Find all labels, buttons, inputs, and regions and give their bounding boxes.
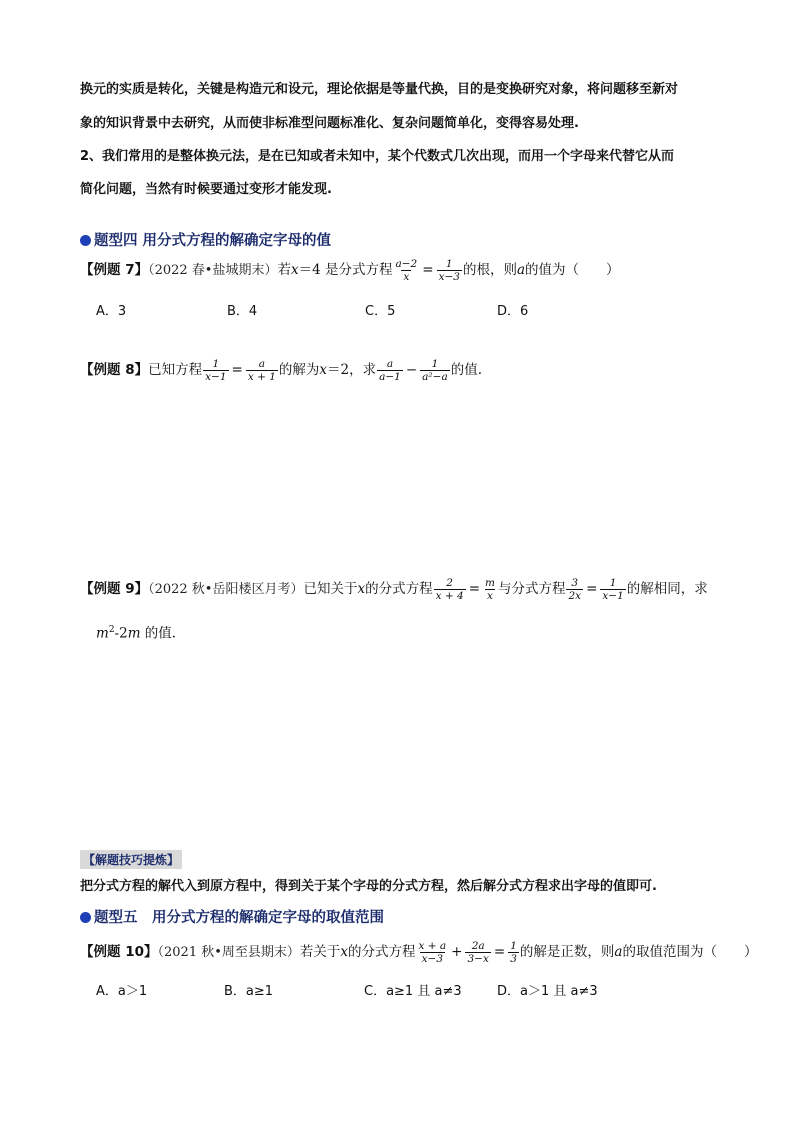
example-7-option-d[interactable]: D．6 bbox=[497, 304, 529, 319]
frac-numerator: 1 bbox=[609, 577, 617, 589]
section-4-title: 题型四 用分式方程的解确定字母的值 bbox=[94, 233, 332, 249]
section-5-title: 题型五 用分式方程的解确定字母的取值范围 bbox=[94, 910, 384, 926]
example-10-text-c: 的解是正数，则 bbox=[519, 944, 615, 960]
frac-denominator: a−1 bbox=[379, 371, 401, 383]
frac-denominator: x bbox=[403, 271, 410, 283]
example-7-option-a[interactable]: A．3 bbox=[96, 304, 127, 319]
example-10-frac-2 bbox=[465, 940, 490, 965]
example-10-var-x: x bbox=[340, 944, 349, 960]
frac-numerator: 2 bbox=[446, 577, 453, 589]
bullet-dot-icon bbox=[80, 912, 91, 923]
example-10 bbox=[80, 940, 757, 965]
bullet-dot-icon bbox=[80, 235, 91, 246]
frac-denominator: 2x bbox=[568, 590, 582, 602]
frac-numerator: 1 bbox=[212, 358, 220, 370]
tip-text: 把分式方程的解代入到原方程中，得到关于某个字母的分式方程，然后解分式方程求出字母的值即可. bbox=[80, 879, 657, 894]
example-9-line-2 bbox=[96, 620, 176, 644]
minus-sign: − bbox=[405, 362, 418, 378]
example-7-frac-1 bbox=[394, 258, 420, 283]
equals-sign: = bbox=[468, 581, 480, 597]
example-9-source: （2022 秋•岳阳楼区月考） bbox=[148, 582, 304, 597]
example-10-tag: 【例题 10】 bbox=[80, 944, 158, 960]
example-8-frac-4 bbox=[420, 358, 450, 383]
equals-sign: = bbox=[493, 944, 506, 960]
example-9-frac-1 bbox=[434, 577, 466, 602]
example-8-text-a: 已知方程 bbox=[148, 362, 203, 378]
example-10-var-a: a bbox=[614, 944, 623, 960]
frac-denominator: a²−a bbox=[422, 371, 448, 383]
example-9-exponent: 2 bbox=[108, 625, 115, 635]
example-9-var-x: x bbox=[357, 581, 366, 597]
example-9-tail: 的值. bbox=[140, 625, 177, 642]
equals-sign: = bbox=[231, 362, 243, 378]
example-10-source: （2021 秋•周至县期末） bbox=[157, 945, 300, 960]
equals-sign: = bbox=[422, 262, 434, 278]
example-7-text-b: 的根，则 bbox=[462, 262, 517, 278]
frac-denominator: x + 4 bbox=[435, 590, 464, 602]
example-8-frac-3 bbox=[377, 358, 403, 383]
frac-numerator: 1 bbox=[431, 358, 439, 370]
frac-denominator: 3 bbox=[510, 953, 517, 965]
frac-denominator: 3−x bbox=[467, 953, 489, 965]
intro-line-2: 象的知识背景中去研究，从而使非标准型问题标准化、复杂问题简单化，变得容易处理. bbox=[80, 116, 579, 131]
example-8-tag: 【例题 8】 bbox=[80, 362, 149, 378]
example-7-text-a: 若 bbox=[277, 262, 291, 278]
example-9-var-m-2: m bbox=[127, 625, 141, 642]
example-7 bbox=[80, 258, 620, 283]
frac-numerator: 2a bbox=[471, 940, 485, 952]
example-7-var-x: x bbox=[290, 262, 299, 278]
example-9-var-m: m bbox=[96, 625, 109, 642]
equals-sign: = bbox=[586, 581, 598, 597]
intro-line-3: 2、我们常用的是整体换元法，是在已知或者未知中，某个代数式几次出现，而用一个字母来代替它从而 bbox=[80, 149, 675, 164]
intro-line-1: 换元的实质是转化，关键是构造元和设元，理论依据是等量代换，目的是变换研究对象，将问题移至新对 bbox=[80, 82, 679, 97]
section-5-heading bbox=[80, 906, 384, 927]
example-7-source: （2022 春•盐城期末） bbox=[148, 263, 278, 278]
frac-numerator: 1 bbox=[445, 258, 453, 270]
example-9-frac-2 bbox=[483, 577, 497, 602]
frac-numerator: a bbox=[386, 358, 394, 370]
example-10-option-a[interactable]: A．a＞1 bbox=[96, 984, 148, 999]
example-8-frac-1 bbox=[203, 358, 228, 383]
example-8-var-x: x bbox=[319, 362, 328, 378]
example-8-text-d: 的值. bbox=[450, 362, 482, 378]
example-7-option-b[interactable]: B．4 bbox=[227, 304, 258, 319]
frac-numerator: a−2 bbox=[395, 258, 418, 270]
example-9-tag: 【例题 9】 bbox=[80, 581, 149, 597]
frac-denominator: x−3 bbox=[438, 271, 460, 283]
example-9-text-a: 已知关于 bbox=[303, 581, 358, 597]
example-9-frac-3 bbox=[566, 577, 583, 602]
example-10-frac-3 bbox=[508, 940, 519, 965]
frac-numerator: 1 bbox=[510, 940, 517, 952]
example-9-text-c: 与分式方程 bbox=[497, 581, 566, 597]
example-9 bbox=[80, 577, 708, 602]
example-8-text-c: ＝2，求 bbox=[327, 362, 377, 378]
example-10-frac-1 bbox=[417, 940, 449, 965]
example-7-cond: ＝4 是分式方程 bbox=[298, 262, 393, 278]
example-9-frac-4 bbox=[600, 577, 625, 602]
example-8-text-b: 的解为 bbox=[278, 362, 320, 378]
example-8-frac-2 bbox=[246, 358, 278, 383]
example-10-text-b: 的分式方程 bbox=[348, 944, 416, 960]
example-7-option-c[interactable]: C．5 bbox=[365, 304, 396, 319]
example-8 bbox=[80, 358, 482, 383]
example-9-minus: -2 bbox=[114, 625, 128, 642]
example-10-option-b[interactable]: B．a≥1 bbox=[224, 984, 274, 999]
example-7-var-a: a bbox=[516, 262, 526, 278]
frac-numerator: x + a bbox=[418, 940, 447, 952]
example-9-text-d: 的解相同，求 bbox=[626, 581, 708, 597]
section-4-heading bbox=[80, 229, 331, 250]
frac-denominator: x−1 bbox=[602, 590, 624, 602]
example-10-text-d: 的取值范围为（ ） bbox=[622, 944, 758, 960]
example-7-frac-2 bbox=[437, 258, 462, 283]
example-10-option-d[interactable]: D．a＞1 且 a≠3 bbox=[497, 984, 598, 999]
frac-denominator: x−3 bbox=[421, 953, 444, 965]
intro-line-4: 简化问题，当然有时候要通过变形才能发现. bbox=[80, 182, 332, 197]
frac-numerator: 3 bbox=[571, 577, 579, 589]
example-7-text-c: 的值为（ ） bbox=[525, 262, 620, 278]
frac-numerator: a bbox=[258, 358, 265, 370]
frac-denominator: x bbox=[487, 590, 493, 602]
example-10-text-a: 若关于 bbox=[299, 944, 341, 960]
example-9-text-b: 的分式方程 bbox=[365, 581, 433, 597]
tip-label: 【解题技巧提炼】 bbox=[80, 850, 182, 869]
example-10-option-c[interactable]: C．a≥1 且 a≠3 bbox=[364, 984, 462, 999]
frac-numerator: m bbox=[485, 577, 495, 589]
frac-denominator: x + 1 bbox=[247, 371, 276, 383]
frac-denominator: x−1 bbox=[205, 371, 227, 383]
example-7-tag: 【例题 7】 bbox=[80, 262, 149, 278]
plus-sign: + bbox=[451, 944, 463, 960]
